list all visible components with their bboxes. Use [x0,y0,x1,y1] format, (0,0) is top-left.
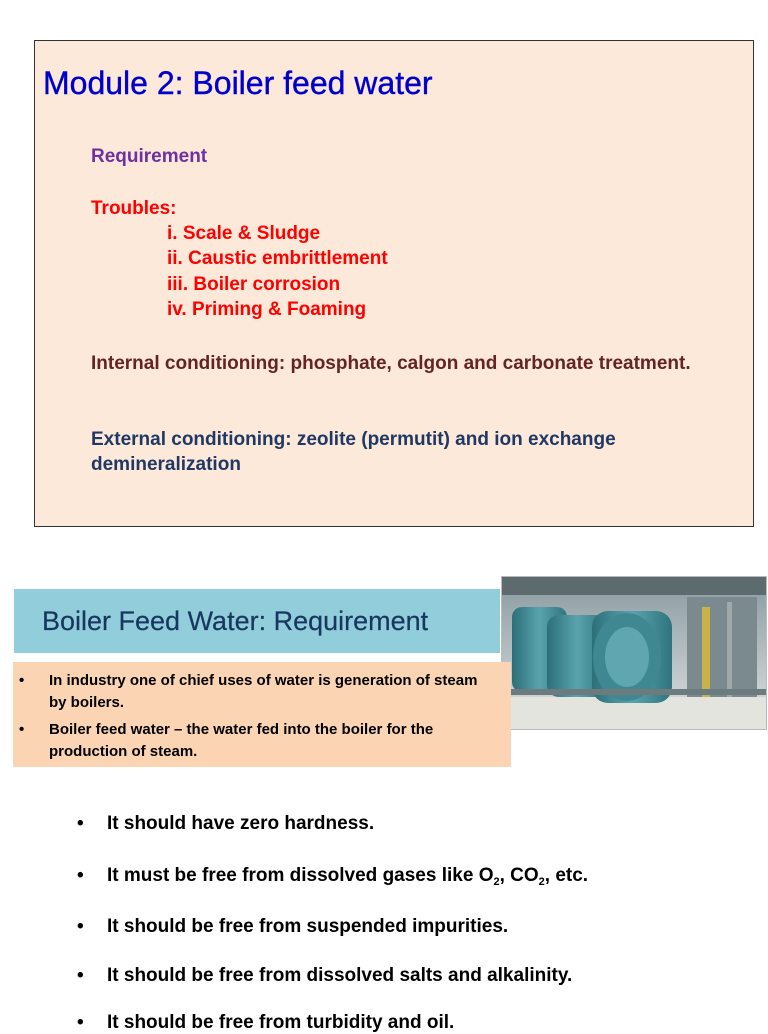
subscript: 2 [538,876,545,888]
intro-text: Boiler feed water – the water fed into the boiler for the production of steam. [49,721,434,760]
requirement-item [77,865,589,888]
trouble-item: iv. Priming & Foaming [167,299,367,320]
requirement-text: It should be free from suspended impurities. [107,916,509,937]
slide-module-2 [34,40,754,527]
slide-header [14,589,500,653]
requirement-heading: Requirement [91,146,208,167]
slide-title: Module 2: Boiler feed water [43,65,433,101]
bullet-icon: • [19,721,25,738]
boiler-room-photo [501,576,767,730]
requirement-text: It should be free from dissolved salts and alkalinity. [107,965,573,986]
troubles-heading: Troubles: [91,198,177,219]
bullet-icon: • [77,916,84,937]
internal-conditioning: Internal conditioning: phosphate, calgon and carbonate treatment. [91,353,691,374]
requirement-text: It must be free from dissolved gases like O [107,865,494,886]
bullet-icon: • [77,813,84,834]
requirement-text: It should be free from turbidity and oil. [107,1012,455,1033]
trouble-item: ii. Caustic embrittlement [167,248,388,269]
trouble-item: iii. Boiler corrosion [167,274,341,295]
requirement-item [77,813,375,835]
trouble-item: i. Scale & Sludge [167,223,321,244]
bullet-icon: • [77,865,84,886]
external-conditioning: External conditioning: zeolite (permutit) and ion exchange demineralization [91,429,616,475]
bullet-icon: • [77,1012,84,1033]
slide-requirement [0,560,768,1033]
requirement-item [77,1012,455,1034]
intro-item [19,670,499,714]
requirement-text: , etc. [544,865,589,886]
requirement-text: It should have zero hardness. [107,813,375,834]
requirement-text: , CO [499,865,539,886]
requirement-item [77,916,509,938]
intro-box [13,662,511,767]
bullet-icon: • [77,965,84,986]
intro-text: In industry one of chief uses of water is generation of steam by boilers. [49,672,478,711]
bullet-icon: • [19,672,25,689]
subscript: 2 [493,876,500,888]
slide-header-title: Boiler Feed Water: Requirement [42,606,429,636]
intro-item [19,719,499,763]
requirement-item [77,965,573,987]
